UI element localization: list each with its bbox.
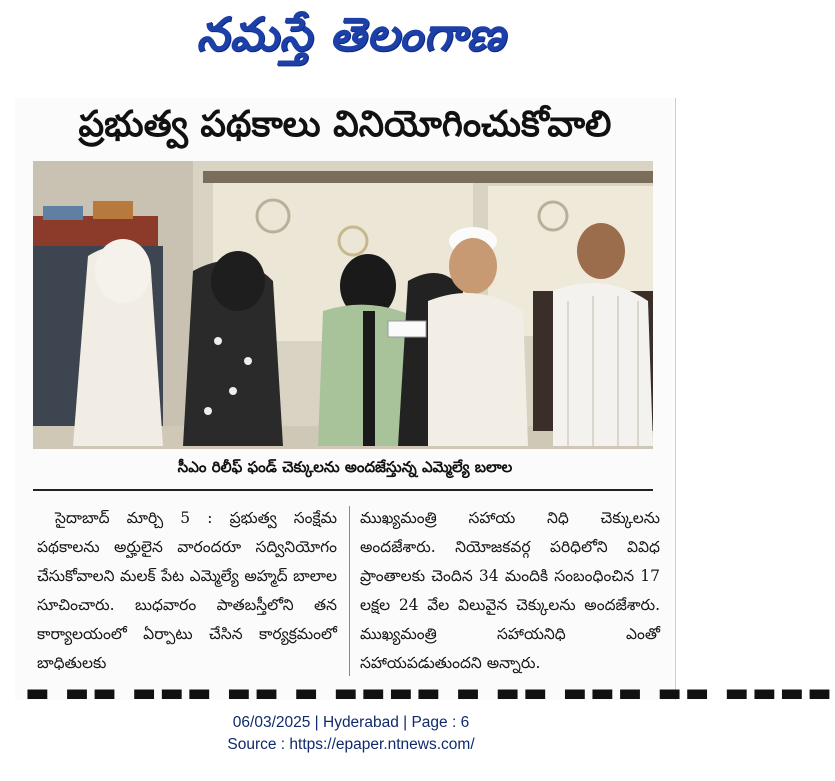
article-body-left: సైదాబాద్ మార్చి 5 : ప్రభుత్వ సంక్షేమ పథకాలను అర్హులైన వారందరూ సద్వినియోగం చేసుకోవాలని మలక్ పేట ఎమ్మెల్యే అహ్మద్ బాలాల సూచించారు. బుధవారం పాతబస్తీలోని తన కార్యాలయంలో ఏర్పాటు చేసిన కార్యక్రమంలో బాధితులకు bbox=[37, 509, 337, 672]
column-divider bbox=[349, 506, 350, 676]
caption-divider bbox=[33, 489, 653, 491]
article-headline: ప్రభుత్వ పథకాలు వినియోగించుకోవాలి bbox=[78, 104, 612, 145]
edition-info: 06/03/2025 | Hyderabad | Page : 6 bbox=[232, 714, 470, 731]
source-footer bbox=[0, 712, 702, 756]
article-photo bbox=[33, 161, 653, 449]
article-body-right: ముఖ్యమంత్రి సహాయ నిధి చెక్కులను అందజేశారు. నియోజకవర్గ పరిధిలోని వివిధ ప్రాంతాలకు చెందిన 34 మందికి సంబంధించిన 17 లక్షల 24 వేల విలువైన చెక్కులను అందజేశారు. ముఖ్యమంత్రి సహాయనిధి ఎంతో సహాయపడుతుందని అన్నారు. bbox=[360, 509, 660, 672]
masthead bbox=[0, 0, 702, 80]
news-clipping bbox=[15, 98, 835, 708]
photo-caption: సీఎం రిలీఫ్ ఫండ్ చెక్కులను అందజేస్తున్న ఎమ్మెల్యే బలాల bbox=[177, 458, 513, 476]
next-headline-fragment: ▬ ▬▬ ▬▬▬ ▬▬ ▬ ▬▬▬▬ ▬ ▬▬ ▬▬▬ ▬▬ ▬▬▬▬ bbox=[25, 678, 835, 708]
newspaper-logo: నమస్తే తెలంగాణ bbox=[196, 7, 506, 61]
source-link[interactable]: Source : https://epaper.ntnews.com/ bbox=[227, 736, 475, 753]
